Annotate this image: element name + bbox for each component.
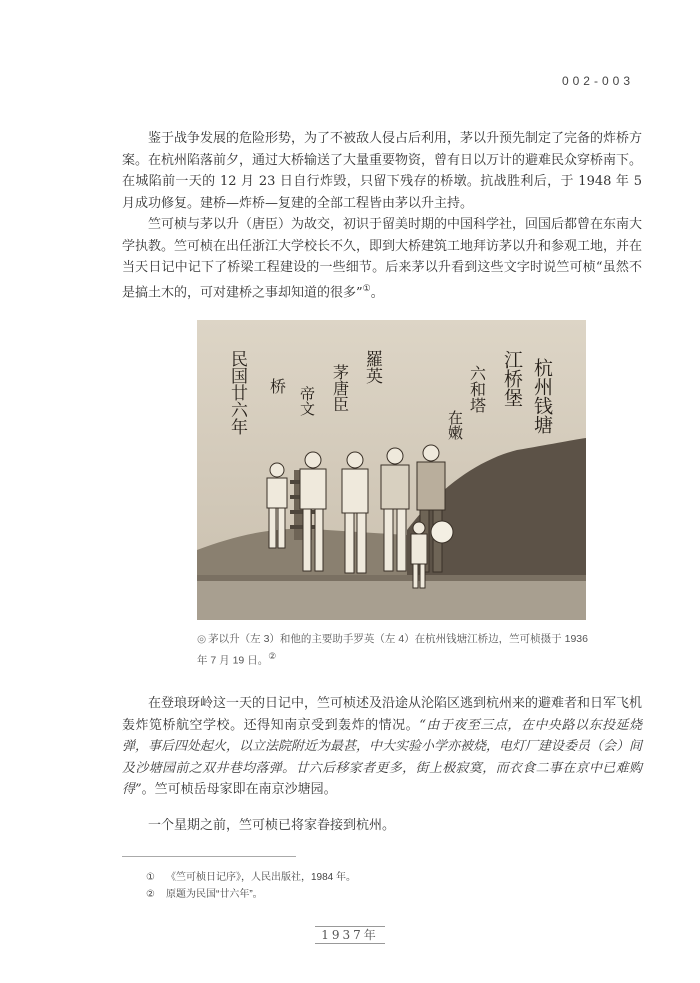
year-footer bbox=[0, 926, 700, 943]
inscription-8: 桥 bbox=[267, 378, 287, 394]
footnote-ref-1[interactable]: ① bbox=[362, 283, 371, 294]
diary-quote: “由于夜至三点，在中央路以东投延烧弹，事后四处起火，以立法院附近为最甚，中大实验小学亦被烧，电灯厂建设委员（会）间及沙塘园前之双井巷均落弹。廿六后移家者更多，街上极寂寞，而衣食二事在京中已难购得” bbox=[122, 717, 643, 797]
paragraph-4: 一个星期之前，竺可桢已将家眷接到杭州。 bbox=[148, 818, 396, 833]
footnote-1-text: 《竺可桢日记序》，人民出版社，1984 年。 bbox=[166, 872, 357, 883]
year-label: 1937年 bbox=[315, 926, 385, 944]
footnote-1-number: ① bbox=[146, 872, 155, 883]
caption-marker-icon: ◎ bbox=[197, 633, 207, 645]
photo-illustration bbox=[197, 320, 586, 620]
inscription-3: 六和塔 bbox=[467, 365, 487, 413]
paragraph-1: 鉴于战争发展的危险形势，为了不被敌人侵占后利用，茅以升预先制定了完备的炸桥方案。在杭州陷落前夕，通过大桥输送了大量重要物资，曾有日以万计的避难民众穿桥南下。在城陷前一天的 12 月 23 日自行炸毁，只留下残存的桥墩。抗战胜利后，于 1948 年 5 月成功修复。建桥—炸桥—复建的全部工程皆由茅以升主持。 bbox=[122, 131, 643, 211]
inscription-7: 帝文 bbox=[298, 386, 316, 416]
page-number: 002-003 bbox=[561, 74, 634, 88]
footnote-2-number: ② bbox=[146, 889, 155, 900]
inscription-9: 民国廿六年 bbox=[227, 350, 247, 435]
paragraph-3-end: 。竺可桢岳母家即在南京沙塘园。 bbox=[141, 782, 337, 797]
historical-photo bbox=[197, 320, 586, 620]
inscription-4: 在嫩 bbox=[446, 410, 464, 440]
paragraph-3 bbox=[122, 693, 642, 801]
inscription-5: 羅英 bbox=[362, 350, 382, 384]
footnote-divider bbox=[122, 856, 296, 857]
paragraph-2-text: 竺可桢与茅以升（唐臣）为故交，初识于留美时期的中国科学社，回国后都曾在东南大学执教。竺可桢在出任浙江大学校长不久，即到大桥建筑工地拜访茅以升和参观工地，并在当天日记中记下了桥梁工程建设的一些细节。后来茅以升看到这些文字时说竺可桢“虽然不是搞土木的，可对建桥之事却知道的很多” bbox=[122, 217, 643, 300]
footnotes bbox=[146, 869, 566, 903]
inscription-6: 茅唐臣 bbox=[330, 364, 350, 412]
footnote-1 bbox=[146, 869, 566, 886]
paragraph-3-text: 在登琅玡岭这一天的日记中，竺可桢述及沿途从沦陷区逃到杭州来的避难者和日军飞机轰炸笕桥航空学校。还得知南京受到轰炸的情况。 bbox=[122, 696, 643, 733]
footnote-2-text: 原题为民国“廿六年”。 bbox=[166, 889, 263, 900]
paragraph-2-end: 。 bbox=[370, 284, 384, 300]
inscription-1: 杭州钱塘 bbox=[531, 358, 553, 434]
paragraph-2 bbox=[122, 214, 642, 303]
caption-text: 茅以升（左 3）和他的主要助手罗英（左 4）在杭州钱塘江桥边，竺可桢摄于 1936 年 7 月 19 日。 bbox=[197, 633, 588, 667]
inscription-2: 江桥堡 bbox=[501, 350, 523, 407]
footnote-ref-2[interactable]: ② bbox=[268, 651, 277, 661]
photo-caption bbox=[197, 631, 589, 670]
footnote-2 bbox=[146, 886, 566, 903]
